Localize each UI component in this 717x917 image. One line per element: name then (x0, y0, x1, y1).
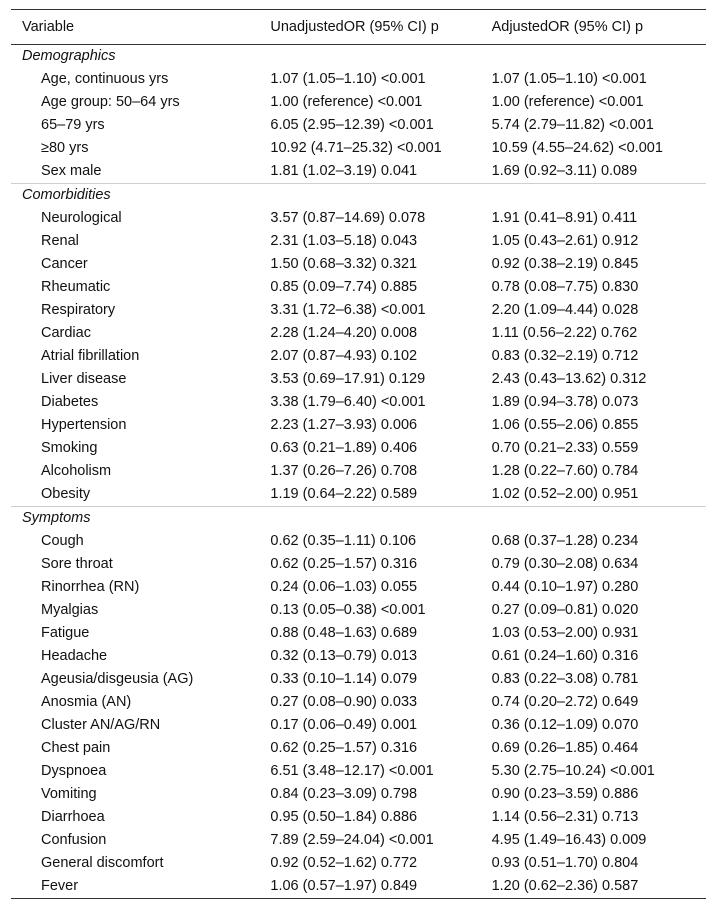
table-row (11, 137, 706, 160)
table-row (11, 760, 706, 783)
cell-adjusted: 1.06 (0.55–2.06) 0.855 (491, 417, 639, 433)
cell-unadjusted: 0.62 (0.25–1.57) 0.316 (270, 556, 418, 572)
cell-variable: ≥80 yrs (41, 140, 89, 156)
header-unadjusted: UnadjustedOR (95% CI) p (270, 18, 439, 35)
cell-unadjusted: 0.27 (0.08–0.90) 0.033 (270, 694, 418, 710)
cell-adjusted: 0.61 (0.24–1.60) 0.316 (491, 648, 639, 664)
cell-variable: Diarrhoea (41, 809, 105, 825)
cell-variable: Vomiting (41, 786, 97, 802)
cell-variable: Obesity (41, 486, 91, 502)
cell-variable: Fever (41, 878, 79, 894)
cell-variable: Chest pain (41, 740, 111, 756)
cell-unadjusted: 0.17 (0.06–0.49) 0.001 (270, 717, 418, 733)
cell-unadjusted: 1.06 (0.57–1.97) 0.849 (270, 878, 418, 894)
cell-unadjusted: 7.89 (2.59–24.04) <0.001 (270, 832, 434, 848)
cell-adjusted: 1.02 (0.52–2.00) 0.951 (491, 486, 639, 502)
cell-variable: Hypertension (41, 417, 127, 433)
table-row (11, 668, 706, 691)
table-row (11, 230, 706, 253)
cell-adjusted: 1.11 (0.56–2.22) 0.762 (491, 325, 638, 341)
cell-adjusted: 0.74 (0.20–2.72) 0.649 (491, 694, 639, 710)
table-row (11, 622, 706, 645)
table-row (11, 783, 706, 806)
table-row (11, 460, 706, 483)
cell-adjusted: 1.00 (reference) <0.001 (491, 94, 644, 110)
cell-variable: Neurological (41, 210, 122, 226)
cell-unadjusted: 1.19 (0.64–2.22) 0.589 (270, 486, 418, 502)
table-row (11, 875, 706, 899)
cell-variable: Cough (41, 533, 84, 549)
cell-unadjusted: 0.62 (0.35–1.11) 0.106 (270, 533, 417, 549)
cell-adjusted: 0.79 (0.30–2.08) 0.634 (491, 556, 639, 572)
table-row (11, 691, 706, 714)
cell-variable: Cluster AN/AG/RN (41, 717, 161, 733)
cell-variable: Confusion (41, 832, 107, 848)
table-row (11, 114, 706, 137)
cell-variable: Cancer (41, 256, 88, 272)
cell-adjusted: 2.20 (1.09–4.44) 0.028 (491, 302, 639, 318)
cell-adjusted: 5.74 (2.79–11.82) <0.001 (491, 117, 654, 133)
cell-adjusted: 1.20 (0.62–2.36) 0.587 (491, 878, 639, 894)
cell-adjusted: 1.14 (0.56–2.31) 0.713 (491, 809, 639, 825)
cell-unadjusted: 0.85 (0.09–7.74) 0.885 (270, 279, 418, 295)
cell-unadjusted: 0.62 (0.25–1.57) 0.316 (270, 740, 418, 756)
cell-variable: Anosmia (AN) (41, 694, 132, 710)
cell-adjusted: 1.91 (0.41–8.91) 0.411 (491, 210, 638, 226)
table-row (11, 576, 706, 599)
cell-variable: Diabetes (41, 394, 99, 410)
cell-variable: Age, continuous yrs (41, 71, 169, 87)
table-row (11, 276, 706, 299)
cell-variable: Fatigue (41, 625, 90, 641)
cell-unadjusted: 3.38 (1.79–6.40) <0.001 (270, 394, 426, 410)
cell-unadjusted: 0.13 (0.05–0.38) <0.001 (270, 602, 426, 618)
cell-adjusted: 0.68 (0.37–1.28) 0.234 (491, 533, 639, 549)
cell-unadjusted: 1.50 (0.68–3.32) 0.321 (270, 256, 418, 272)
table-row (11, 207, 706, 230)
cell-variable: General discomfort (41, 855, 164, 871)
cell-adjusted: 0.69 (0.26–1.85) 0.464 (491, 740, 639, 756)
cell-unadjusted: 10.92 (4.71–25.32) <0.001 (270, 140, 442, 156)
odds-ratio-table (11, 9, 706, 899)
table-row (11, 737, 706, 760)
table-row (11, 437, 706, 460)
cell-unadjusted: 0.33 (0.10–1.14) 0.079 (270, 671, 418, 687)
table-row (11, 299, 706, 322)
table-row (11, 645, 706, 668)
cell-variable: Liver disease (41, 371, 127, 387)
cell-adjusted: 0.92 (0.38–2.19) 0.845 (491, 256, 639, 272)
section-title: Symptoms (11, 507, 706, 531)
cell-variable: Sore throat (41, 556, 113, 572)
cell-unadjusted: 3.53 (0.69–17.91) 0.129 (270, 371, 426, 387)
cell-unadjusted: 2.31 (1.03–5.18) 0.043 (270, 233, 418, 249)
cell-adjusted: 2.43 (0.43–13.62) 0.312 (491, 371, 647, 387)
cell-adjusted: 1.89 (0.94–3.78) 0.073 (491, 394, 639, 410)
cell-variable: Headache (41, 648, 108, 664)
cell-variable: Respiratory (41, 302, 116, 318)
cell-unadjusted: 2.28 (1.24–4.20) 0.008 (270, 325, 418, 341)
cell-unadjusted: 0.92 (0.52–1.62) 0.772 (270, 855, 418, 871)
section-title: Comorbidities (11, 184, 706, 208)
table-row (11, 714, 706, 737)
table-header (11, 10, 706, 45)
table-row (11, 160, 706, 184)
cell-adjusted: 5.30 (2.75–10.24) <0.001 (491, 763, 655, 779)
cell-adjusted: 0.83 (0.22–3.08) 0.781 (491, 671, 639, 687)
cell-adjusted: 1.07 (1.05–1.10) <0.001 (491, 71, 647, 87)
table-row (11, 414, 706, 437)
table-row (11, 599, 706, 622)
table-row (11, 253, 706, 276)
table-row (11, 345, 706, 368)
cell-adjusted: 1.69 (0.92–3.11) 0.089 (491, 163, 638, 179)
cell-variable: Rheumatic (41, 279, 111, 295)
cell-adjusted: 0.36 (0.12–1.09) 0.070 (491, 717, 639, 733)
cell-variable: Myalgias (41, 602, 99, 618)
cell-unadjusted: 0.84 (0.23–3.09) 0.798 (270, 786, 418, 802)
table-row (11, 852, 706, 875)
cell-variable: Smoking (41, 440, 98, 456)
table-body (11, 45, 706, 899)
cell-unadjusted: 1.81 (1.02–3.19) 0.041 (270, 163, 418, 179)
cell-unadjusted: 0.63 (0.21–1.89) 0.406 (270, 440, 418, 456)
cell-unadjusted: 0.32 (0.13–0.79) 0.013 (270, 648, 418, 664)
table-row (11, 530, 706, 553)
cell-variable: Renal (41, 233, 79, 249)
cell-adjusted: 10.59 (4.55–24.62) <0.001 (491, 140, 663, 156)
cell-adjusted: 4.95 (1.49–16.43) 0.009 (491, 832, 647, 848)
cell-variable: Age group: 50–64 yrs (41, 94, 180, 110)
cell-unadjusted: 6.51 (3.48–12.17) <0.001 (270, 763, 434, 779)
header-adjusted: AdjustedOR (95% CI) p (491, 18, 644, 35)
cell-variable: Rinorrhea (RN) (41, 579, 140, 595)
table-row (11, 829, 706, 852)
cell-unadjusted: 6.05 (2.95–12.39) <0.001 (270, 117, 434, 133)
cell-variable: 65–79 yrs (41, 117, 105, 133)
cell-variable: Alcoholism (41, 463, 112, 479)
cell-unadjusted: 2.07 (0.87–4.93) 0.102 (270, 348, 418, 364)
cell-adjusted: 0.70 (0.21–2.33) 0.559 (491, 440, 639, 456)
table-row (11, 68, 706, 91)
table-row (11, 806, 706, 829)
cell-adjusted: 0.90 (0.23–3.59) 0.886 (491, 786, 639, 802)
cell-unadjusted: 0.95 (0.50–1.84) 0.886 (270, 809, 418, 825)
cell-adjusted: 0.93 (0.51–1.70) 0.804 (491, 855, 639, 871)
cell-adjusted: 1.28 (0.22–7.60) 0.784 (491, 463, 639, 479)
section-row-symptoms (11, 507, 706, 531)
header-variable: Variable (22, 18, 75, 35)
cell-unadjusted: 1.07 (1.05–1.10) <0.001 (270, 71, 426, 87)
cell-unadjusted: 3.31 (1.72–6.38) <0.001 (270, 302, 426, 318)
odds-ratio-table-container (11, 9, 706, 899)
header-row (11, 10, 706, 45)
cell-unadjusted: 0.88 (0.48–1.63) 0.689 (270, 625, 418, 641)
table-row (11, 368, 706, 391)
cell-unadjusted: 3.57 (0.87–14.69) 0.078 (270, 210, 426, 226)
cell-unadjusted: 1.00 (reference) <0.001 (270, 94, 423, 110)
section-row-comorbidities (11, 184, 706, 208)
table-row (11, 322, 706, 345)
cell-unadjusted: 0.24 (0.06–1.03) 0.055 (270, 579, 418, 595)
cell-adjusted: 0.27 (0.09–0.81) 0.020 (491, 602, 639, 618)
cell-adjusted: 1.05 (0.43–2.61) 0.912 (491, 233, 639, 249)
table-row (11, 553, 706, 576)
table-row (11, 91, 706, 114)
cell-adjusted: 1.03 (0.53–2.00) 0.931 (491, 625, 639, 641)
cell-variable: Dyspnoea (41, 763, 107, 779)
cell-adjusted: 0.44 (0.10–1.97) 0.280 (491, 579, 639, 595)
cell-variable: Sex male (41, 163, 102, 179)
cell-adjusted: 0.78 (0.08–7.75) 0.830 (491, 279, 639, 295)
table-row (11, 483, 706, 507)
cell-variable: Ageusia/disgeusia (AG) (41, 671, 194, 687)
cell-variable: Atrial fibrillation (41, 348, 140, 364)
cell-adjusted: 0.83 (0.32–2.19) 0.712 (491, 348, 639, 364)
section-title: Demographics (22, 48, 116, 64)
section-row-demographics (11, 45, 706, 69)
cell-unadjusted: 2.23 (1.27–3.93) 0.006 (270, 417, 418, 433)
table-row (11, 391, 706, 414)
cell-unadjusted: 1.37 (0.26–7.26) 0.708 (270, 463, 418, 479)
cell-variable: Cardiac (41, 325, 91, 341)
